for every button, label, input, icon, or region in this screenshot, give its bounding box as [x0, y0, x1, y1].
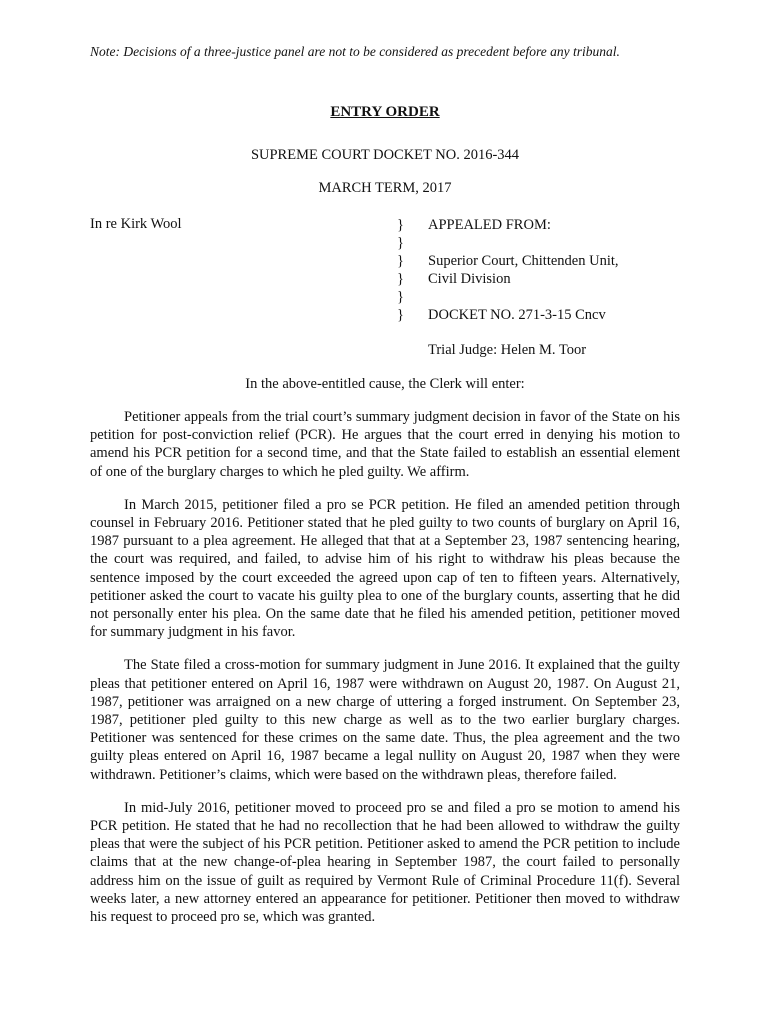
caption-bracket: }	[397, 217, 404, 233]
caption-bracket: }	[397, 253, 404, 269]
caption-bracket: }	[397, 289, 404, 305]
appealed-from-label: APPEALED FROM:	[428, 217, 551, 233]
precedent-note: Note: Decisions of a three-justice panel are not to be considered as precedent before any tribunal.	[90, 44, 620, 59]
entry-order-title: ENTRY ORDER	[330, 104, 440, 120]
case-party: In re Kirk Wool	[90, 216, 182, 232]
body-paragraph: Petitioner appeals from the trial court’s summary judgment decision in favor of the State on his petition for post-conviction relief (PCR). He argues that the court erred in denying his motion to amend his PCR petition for a second time, and that the State failed to establish an essential element of one of the burglary charges to which he pled guilty. We affirm.	[90, 409, 680, 480]
caption-bracket: }	[397, 235, 404, 251]
supreme-court-docket: SUPREME COURT DOCKET NO. 2016-344	[250, 147, 520, 163]
body-paragraph: The State filed a cross-motion for summary judgment in June 2016. It explained that the guilty pleas that petitioner entered on April 16, 1987 were withdrawn on August 20, 1987. On August 21, 1987, petitioner was arraigned on a new charge of uttering a forged instrument. On September 23, 1987, petitioner pled guilty to this new charge as well as to the two earlier burglary charges. Petitioner was sentenced for these crimes on the same date. Thus, the plea agreement and the two guilty pleas entered on April 16, 1987 became a legal nullity on August 20, 1987 when they were withdrawn. Petitioner’s claims, which were based on the withdrawn pleas, therefore failed.	[90, 657, 680, 783]
lower-court-line1: Superior Court, Chittenden Unit,	[428, 253, 619, 269]
caption-bracket: }	[397, 307, 404, 323]
court-term: MARCH TERM, 2017	[318, 180, 452, 196]
caption-bracket: }	[397, 271, 404, 287]
clerk-line: In the above-entitled cause, the Clerk will enter:	[245, 376, 525, 392]
order-body	[90, 408, 680, 941]
body-paragraph: In mid-July 2016, petitioner moved to proceed pro se and filed a pro se motion to amend his PCR petition. He stated that he had no recollection that he had been allowed to withdraw the guilty pleas that were the subject of his PCR petition. Petitioner asked to amend the PCR petition to include claims that at the new change-of-plea hearing in September 1987, the court failed to personally address him on the issue of guilt as required by Vermont Rule of Criminal Procedure 11(f). Several weeks later, a new attorney entered an appearance for petitioner. Petitioner then moved to withdraw his request to proceed pro se, which was granted.	[90, 799, 680, 926]
lower-court-line2: Civil Division	[428, 271, 511, 287]
trial-judge: Trial Judge: Helen M. Toor	[428, 342, 587, 358]
caption-brackets	[397, 216, 404, 324]
lower-docket-number: DOCKET NO. 271-3-15 Cncv	[428, 307, 606, 323]
body-paragraph: In March 2015, petitioner filed a pro se PCR petition. He filed an amended petition through counsel in February 2016. Petitioner stated that he pled guilty to two counts of burglary on April 16, 1987 pursuant to a plea agreement. He alleged that that at a September 23, 1987 sentencing hearing, the court was required, and failed, to advise him of his right to withdraw his pleas because the sentence imposed by the court exceeded the agreed upon cap of ten to fifteen years. Alternatively, petitioner asked the court to vacate his guilty plea to one of the burglary counts, asserting that he did not personally enter his plea. On the same date that he filed his amended petition, petitioner moved for summary judgment in his favor.	[90, 496, 680, 641]
